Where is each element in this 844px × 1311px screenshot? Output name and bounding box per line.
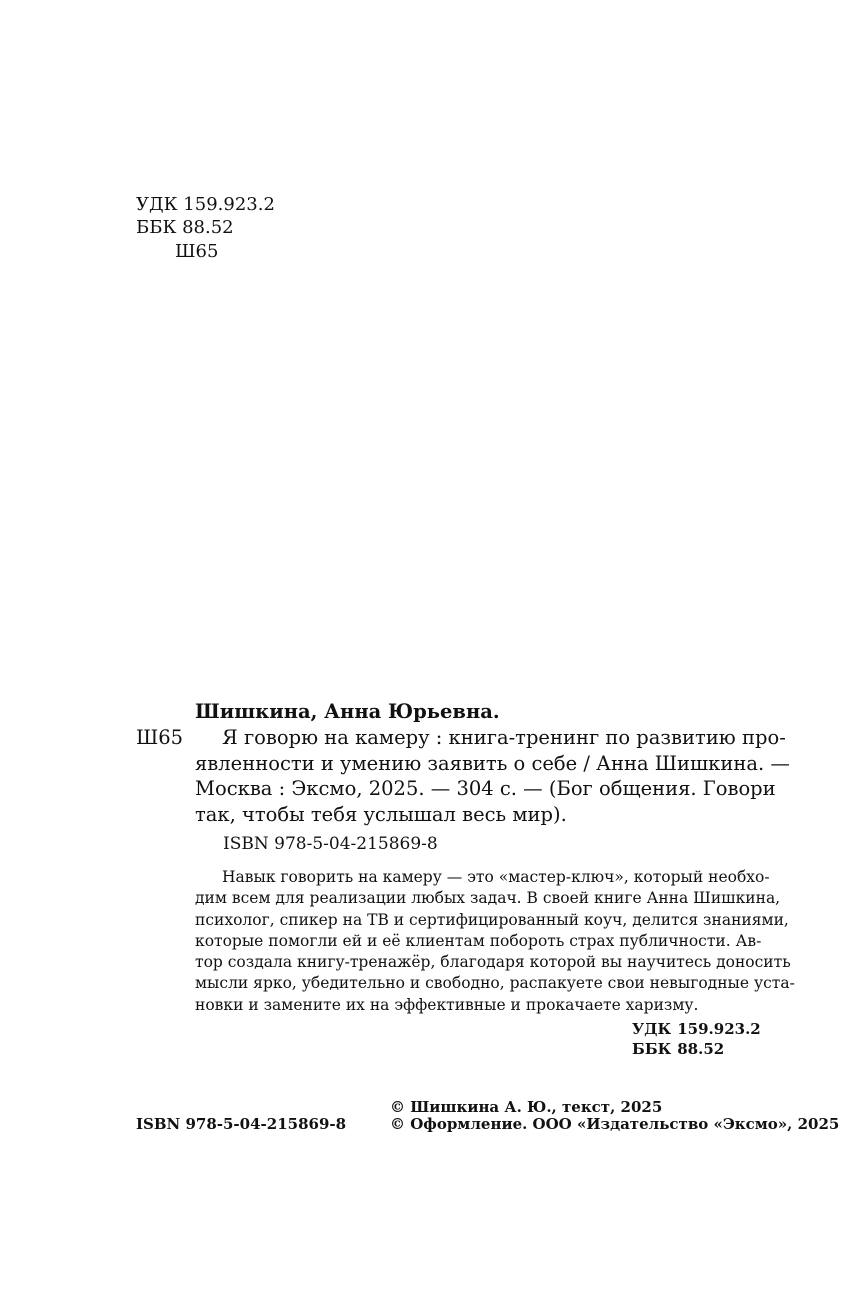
card-bbk-label: ББК xyxy=(632,1040,672,1058)
top-bbk: ББК 88.52 xyxy=(136,217,234,238)
annotation-line: Навык говорить на камеру — это «мастер-ключ», который необхо- xyxy=(222,868,770,886)
card-bbk-value: 88.52 xyxy=(677,1040,725,1058)
card-author: Шишкина, Анна Юрьевна. xyxy=(195,700,500,723)
card-description-line: так, чтобы тебя услышал весь мир). xyxy=(195,802,567,826)
annotation-line: тор создала книгу-тренажёр, благодаря которой вы научитесь доносить xyxy=(195,953,791,972)
card-udk-value: 159.923.2 xyxy=(677,1020,761,1038)
card-description-line: Я говорю на камеру : книга-тренинг по развитию про- xyxy=(222,726,786,749)
top-author-code: Ш65 xyxy=(175,241,219,262)
card-isbn: ISBN 978-5-04-215869-8 xyxy=(223,834,438,854)
card-description-line: Москва : Эксмо, 2025. — 304 с. — (Бог общения. Говори xyxy=(195,777,776,800)
card-author-code: Ш65 xyxy=(136,726,184,749)
annotation-line: мысли ярко, убедительно и свободно, распакуете свои невыгодные уста- xyxy=(195,974,795,993)
card-udk-label: УДК xyxy=(632,1020,672,1038)
card-description xyxy=(195,725,790,827)
bottom-isbn: ISBN 978-5-04-215869-8 xyxy=(136,1115,347,1133)
card-description-line: явленности и умению заявить о себе / Анна Шишкина. — xyxy=(195,751,790,775)
copyright-text: © Шишкина А. Ю., текст, 2025 xyxy=(390,1098,663,1116)
annotation-line: новки и замените их на эффективные и прокачаете харизму. xyxy=(195,995,699,1014)
annotation-line: дим всем для реализации любых задач. В своей книге Анна Шишкина, xyxy=(195,889,781,908)
top-udk: УДК 159.923.2 xyxy=(136,194,275,215)
card-bbk xyxy=(632,1039,724,1059)
annotation-line: которые помогли ей и её клиентам побороть страх публичности. Ав- xyxy=(195,931,762,950)
copyright-design: © Оформление. ООО «Издательство «Эксмо», 2025 xyxy=(390,1115,840,1133)
card-udk xyxy=(632,1019,761,1039)
annotation-line: психолог, спикер на ТВ и сертифицированный коуч, делится знаниями, xyxy=(195,910,789,929)
card-annotation xyxy=(195,867,795,1016)
